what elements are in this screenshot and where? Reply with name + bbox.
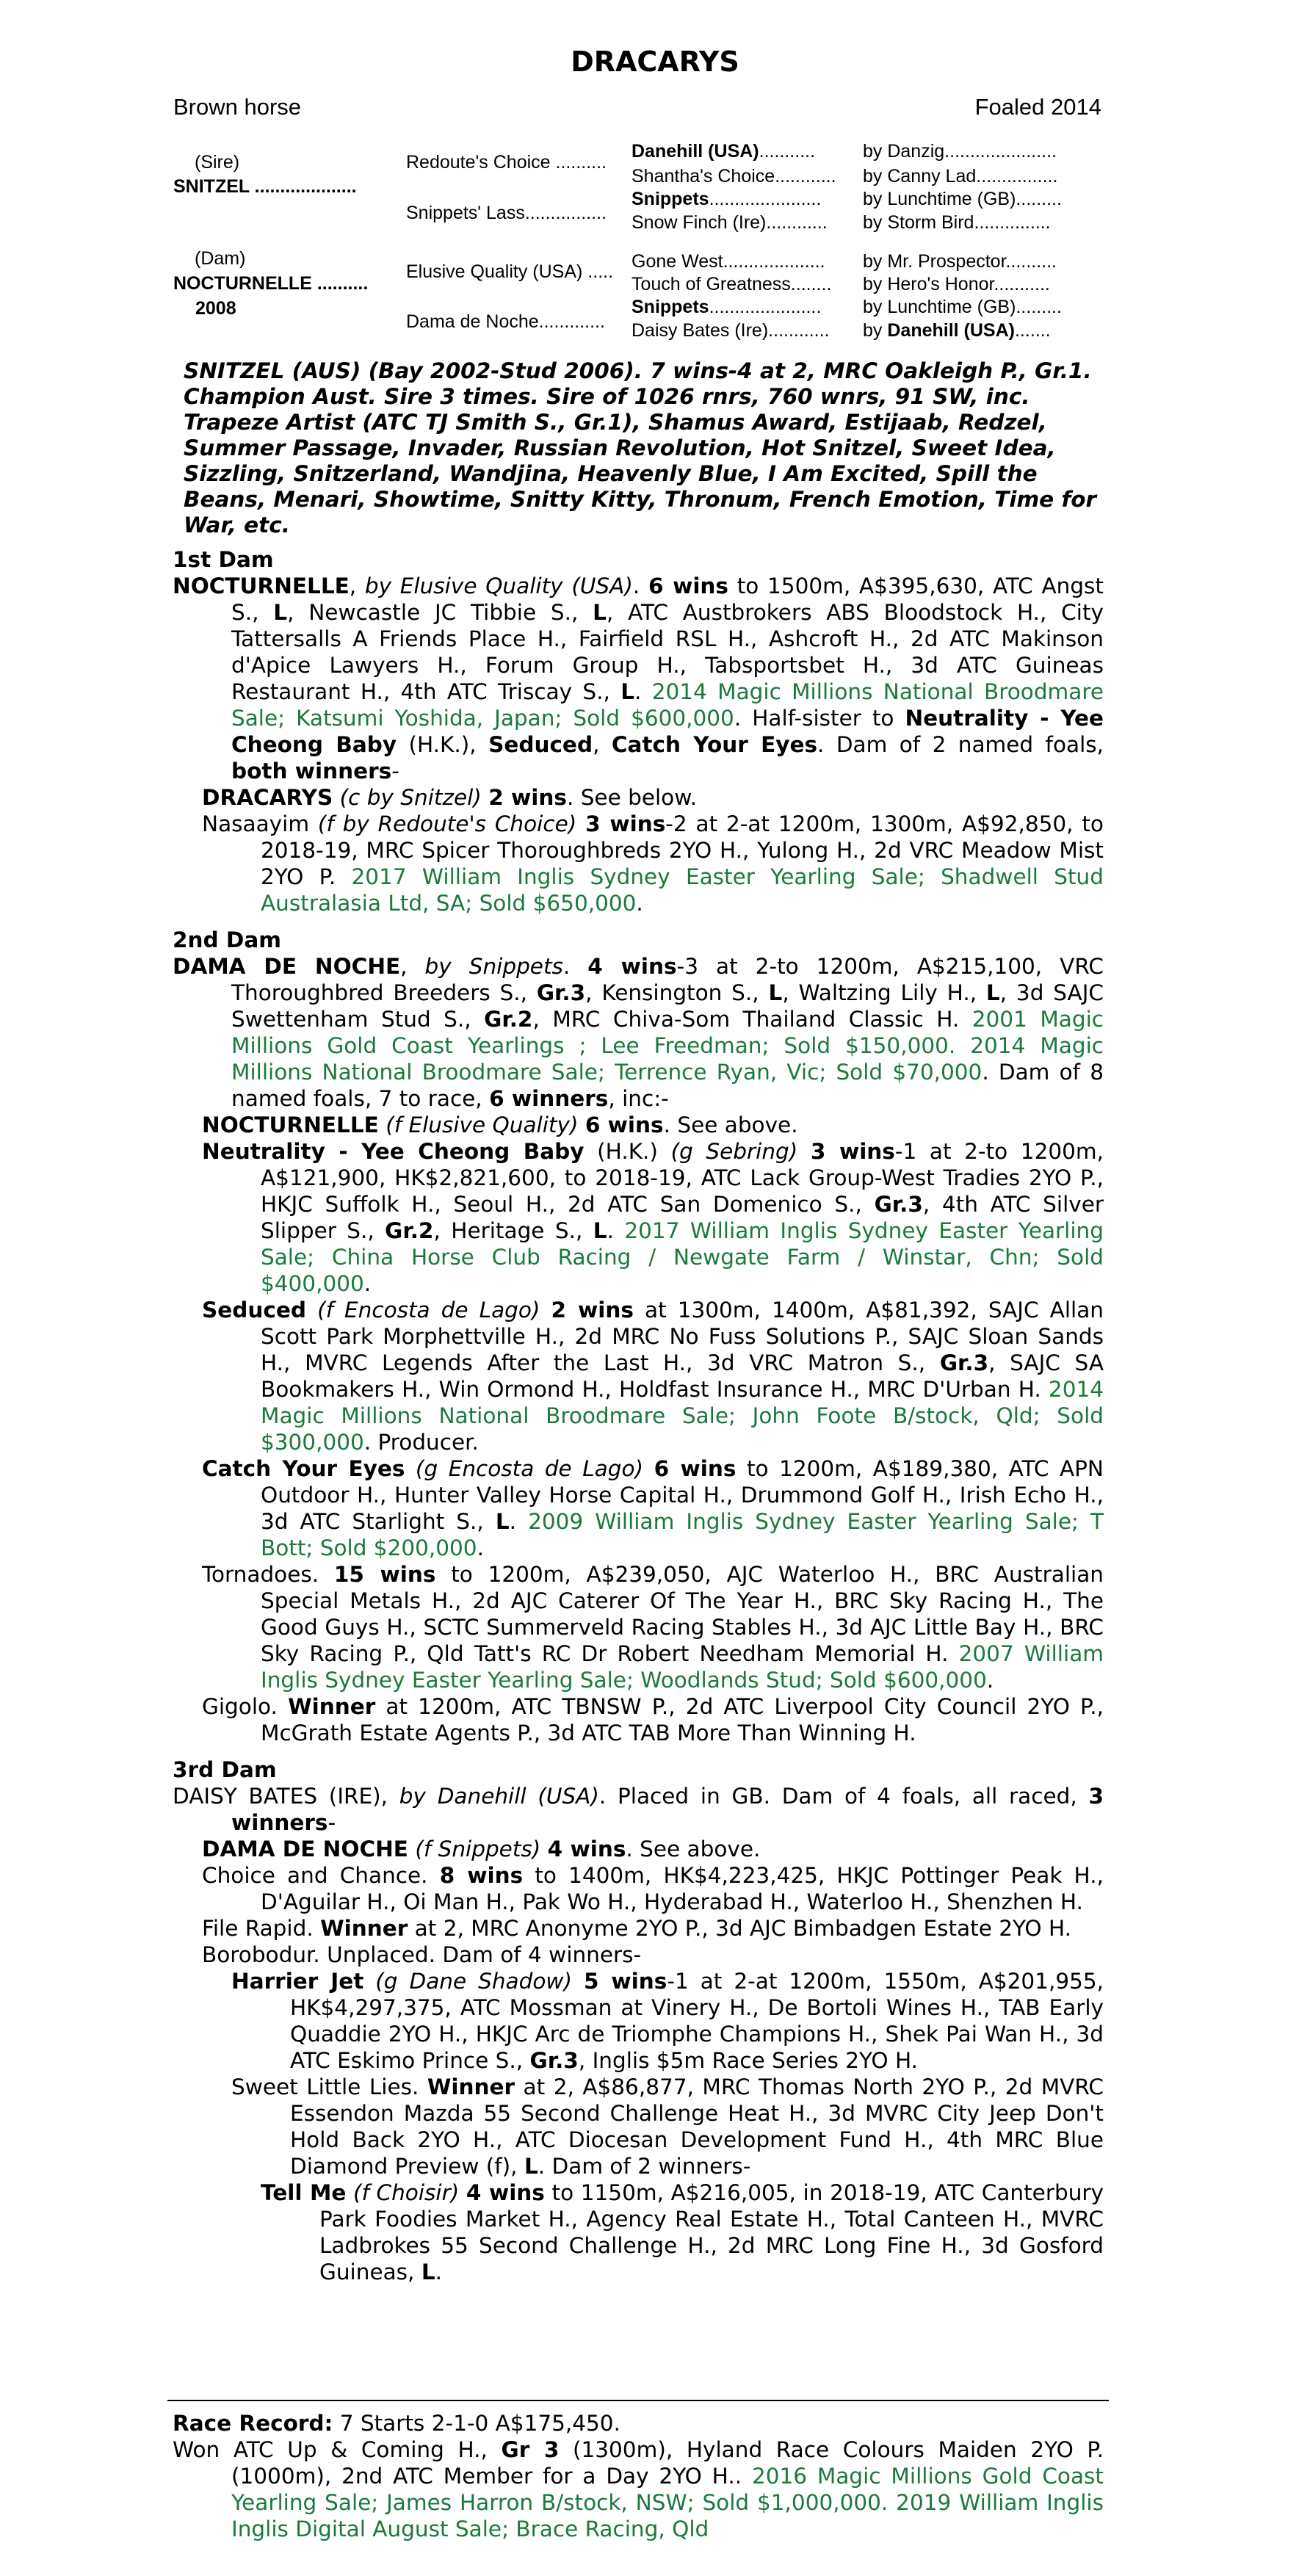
- pedigree-gen2-1: Redoute's Choice ..........: [406, 152, 607, 173]
- text-run: DAMA DE NOCHE: [202, 1837, 408, 1862]
- text-run: . Producer.: [363, 1430, 479, 1455]
- text-run: , 4th ATC Silver Slipper S.,: [261, 1192, 1104, 1243]
- text-run: , 3d SAJC Swettenham Stud S.,: [231, 980, 1104, 1032]
- pedigree-gen3-sire-2: by Canny Lad................: [863, 166, 1058, 187]
- text-run: .: [607, 1218, 625, 1243]
- text-run: [363, 1969, 375, 1994]
- text-run: L: [985, 980, 1000, 1005]
- text-run: (f Encosta de Lago): [317, 1298, 540, 1323]
- text-run: 6 wins: [654, 1456, 737, 1481]
- text-run: L: [593, 600, 607, 625]
- progeny-entry: [202, 1561, 1104, 1693]
- text-run: 2 wins: [488, 785, 567, 810]
- progeny-entry: [202, 1693, 1104, 1746]
- text-run: 4 wins: [587, 954, 677, 979]
- progeny-entry: [202, 1836, 1104, 1862]
- text-run: 3 wins: [585, 811, 666, 836]
- text-run: (g Sebring): [670, 1139, 798, 1164]
- pedigree-gen3-1: Danehill (USA)...........: [632, 141, 816, 162]
- text-run: 2001 Magic Millions Gold Coast Yearlings ; Lee Freedman; Sold $150,000. 2014 Magic Millions National Broodmare Sale; Terrence Ryan, Vic; Sold $70,000: [231, 1007, 1104, 1085]
- text-run: Choice and Chance.: [202, 1863, 440, 1888]
- text-run: .: [477, 1535, 484, 1560]
- progeny-entry: [202, 1138, 1104, 1297]
- pedigree-gen3-sire-5: by Mr. Prospector..........: [863, 251, 1057, 272]
- race-record-label: Race Record:: [173, 2411, 333, 2436]
- race-record: [173, 2410, 1104, 2542]
- text-run: .: [634, 679, 652, 704]
- text-run: Neutrality - Yee Cheong Baby: [202, 1139, 585, 1164]
- text-run: Catch Your Eyes: [202, 1456, 405, 1481]
- text-run: 3 winners: [231, 1784, 1104, 1835]
- text-run: .: [636, 891, 643, 916]
- text-run: L: [620, 679, 635, 704]
- pedigree-gen2-3: Elusive Quality (USA) .....: [406, 261, 614, 282]
- text-run: . See below.: [566, 785, 698, 810]
- text-run: 2007 William Inglis Sydney Easter Yearling Sale; Woodlands Stud; Sold $600,000: [261, 1641, 1104, 1693]
- dam-foaled-year: 2008: [195, 298, 236, 319]
- sire-tag: (Sire): [195, 152, 240, 173]
- pedigree-gen3-sire-4: by Storm Bird...............: [863, 212, 1051, 233]
- text-run: [578, 1112, 585, 1137]
- text-run: -2 at 2-at 1200m, 1300m, A$92,850, to 2018-19, MRC Spicer Thoroughbreds 2YO H., Yulong H., 2d VRC Meadow Mist 2YO P.: [261, 811, 1104, 889]
- text-run: L: [768, 980, 783, 1005]
- text-run: 2014 Magic Millions National Broodmare Sale; John Foote B/stock, Qld; Sold $300,000: [261, 1377, 1104, 1455]
- text-run: by Snippets: [424, 954, 563, 979]
- text-run: 2016 Magic Millions Gold Coast Yearling Sale; James Harron B/stock, NSW; Sold $1,000,000. 2019 William Inglis Inglis Digital August Sale; Brace Racing, Qld: [231, 2464, 1104, 2541]
- pedigree-body: [173, 546, 1104, 2285]
- text-run: [540, 1837, 547, 1862]
- text-run: . Half-sister to: [734, 706, 905, 731]
- text-run: by Danehill (USA): [399, 1784, 599, 1809]
- text-run: , ATC Austbrokers ABS Bloodstock H., City Tattersalls A Friends Place H., Fairfield RSL H., Ashcroft H., 2d ATC Makinson d'Apice Lawyers H., Forum Group H., Tabsportsbet H., 3d ATC Guineas Restaurant H., 4th ATC Triscay S.,: [231, 600, 1104, 704]
- text-run: L: [593, 1218, 607, 1243]
- text-run: 5 wins: [584, 1969, 667, 1994]
- text-run: 2014 Magic Millions National Broodmare Sale; Katsumi Yoshida, Japan; Sold $600,000: [231, 679, 1104, 731]
- text-run: Borobodur. Unplaced. Dam of 4 winners-: [202, 1942, 642, 1967]
- pedigree-gen3-4: Snow Finch (Ire)............: [632, 212, 828, 233]
- text-run: [540, 1298, 551, 1323]
- text-run: [346, 2180, 353, 2205]
- text-run: 2009 William Inglis Sydney Easter Yearling Sale; T Bott; Sold $200,000: [261, 1509, 1104, 1560]
- text-run: (f by Redoute's Choice): [317, 811, 577, 836]
- third-dam-heading: 3rd Dam: [173, 1757, 277, 1782]
- progeny-entry: [202, 784, 1104, 811]
- text-run: (f Snippets): [415, 1837, 541, 1862]
- text-run: Winner: [320, 1916, 408, 1941]
- text-run: , MRC Chiva-Som Thailand Classic H.: [532, 1007, 972, 1032]
- dam-tag: (Dam): [195, 248, 246, 269]
- text-run: [459, 2180, 466, 2205]
- second-dam-heading: 2nd Dam: [173, 927, 282, 952]
- text-run: (f Choisir): [352, 2180, 460, 2205]
- text-run: . Dam of 8 named foals, 7 to race,: [231, 1060, 1104, 1111]
- sire-summary: SNITZEL (AUS) (Bay 2002-Stud 2006). 7 wins-4 at 2, MRC Oakleigh P., Gr.1. Champion Aust. Sire 3 times. Sire of 1026 rnrs, 760 wnrs, 91 SW, inc. Trapeze Artist (ATC TJ Smith S., Gr.1), Shamus Award, Estijaab, Redzel, Summer Passage, Invader, Russian Revolution, Hot Snitzel, Sweet Idea, Sizzling, Snitzerland, Wandjina, Heavenly Blue, I Am Excited, Spill the Beans, Menari, Showtime, Snitty Kitty, Thronum, French Emotion, Time for War, etc.: [184, 358, 1097, 538]
- text-run: . See above.: [663, 1112, 798, 1137]
- text-run: , Newcastle JC Tibbie S.,: [287, 600, 593, 625]
- text-run: to 1200m, A$239,050, AJC Waterloo H., BRC Australian Special Metals H., 2d AJC Caterer Of The Year H., BRC Sky Racing H., The Good Guys H., SCTC Summerveld Racing Stables H., 3d AJC Little Bay H., BRC Sky Racing P., Qld Tatt's RC Dr Robert Needham Memorial H.: [261, 1562, 1104, 1666]
- progeny-entry: [202, 1915, 1104, 1942]
- text-run: , Waltzing Lily H.,: [782, 980, 986, 1005]
- text-run: Gigolo.: [202, 1694, 289, 1719]
- text-run: Gr.3: [939, 1350, 989, 1375]
- text-run: File Rapid.: [202, 1916, 321, 1941]
- text-run: . See above.: [626, 1837, 761, 1862]
- pedigree-gen3-3: Snippets......................: [632, 189, 822, 209]
- text-run: , SAJC SA Bookmakers H., Win Ormond H., Holdfast Insurance H., MRC D'Urban H.: [261, 1350, 1104, 1402]
- text-run: [408, 1837, 415, 1862]
- text-run: Sweet Little Lies.: [231, 2074, 427, 2099]
- text-run: , Heritage S.,: [433, 1218, 593, 1243]
- text-run: Won ATC Up & Coming H.,: [173, 2437, 502, 2462]
- text-run: at 2, A$86,877, MRC Thomas North 2YO P., 2d MVRC Essendon Mazda 55 Second Challenge Heat H., 3d MVRC City Jeep Don't Hold Back 2YO H., ATC Diocesan Development Fund H., 4th MRC Blue Diamond Preview (f),: [290, 2074, 1104, 2179]
- text-run: Seduced: [202, 1298, 306, 1323]
- dam-name: NOCTURNELLE ..........: [173, 273, 369, 294]
- text-run: NOCTURNELLE: [173, 574, 350, 598]
- text-run: Gr.3: [874, 1192, 923, 1217]
- text-run: [572, 1969, 584, 1994]
- pedigree-gen3-7: Snippets......................: [632, 297, 822, 317]
- text-run: 4 wins: [466, 2180, 545, 2205]
- third-dam-progeny: [173, 1836, 1104, 2285]
- text-run: Winner: [427, 2074, 515, 2099]
- text-run: -: [391, 759, 399, 784]
- progeny-entry: [231, 1968, 1104, 2074]
- page-title: DRACARYS: [571, 46, 739, 78]
- section-divider: [167, 2400, 1109, 2401]
- text-run: 2 wins: [551, 1298, 634, 1323]
- first-dam-progeny: [173, 784, 1104, 916]
- pedigree-gen3-sire-8: by Danehill (USA).......: [863, 320, 1051, 341]
- text-run: both winners: [231, 759, 392, 784]
- second-dam-entry: [173, 953, 1104, 1112]
- foaled-year: Foaled 2014: [974, 94, 1101, 120]
- race-record-detail: [173, 2436, 1104, 2542]
- text-run: DRACARYS: [202, 785, 333, 810]
- text-run: 6 wins: [648, 574, 728, 598]
- text-run: , Kensington S.,: [585, 980, 769, 1005]
- text-run: by Elusive Quality (USA): [364, 574, 633, 598]
- text-run: -3 at 2-to 1200m, A$215,100, VRC Thoroughbred Breeders S.,: [231, 954, 1104, 1005]
- text-run: Gr 3: [501, 2437, 560, 2462]
- text-run: Nasaayim: [202, 811, 318, 836]
- text-run: L: [495, 1509, 510, 1534]
- third-dam-entry: [173, 1783, 1104, 1836]
- progeny-entry: [231, 2074, 1104, 2179]
- text-run: [797, 1139, 811, 1164]
- text-run: . Dam of 2 winners-: [538, 2154, 751, 2179]
- text-run: (H.K.): [584, 1139, 671, 1164]
- text-run: Harrier Jet: [231, 1969, 364, 1994]
- text-run: -1 at 2-at 1200m, 1550m, A$201,955, HK$4,297,375, ATC Mossman at Vinery H., De Bortoli Wines H., TAB Early Quaddie 2YO H., HKJC Arc de Triomphe Champions H., Shek Pai Wan H., 3d ATC Eskimo Prince S.,: [290, 1969, 1104, 2073]
- text-run: [306, 1298, 317, 1323]
- text-run: 3 wins: [810, 1139, 895, 1164]
- race-record-summary: [173, 2410, 1104, 2436]
- horse-description: Brown horse: [173, 94, 302, 120]
- text-run: Gr.3: [529, 2048, 579, 2073]
- progeny-entry: [202, 1862, 1104, 1915]
- pedigree-gen3-5: Gone West....................: [632, 251, 825, 272]
- text-run: to 1500m, A$395,630, ATC Angst S.,: [231, 574, 1104, 625]
- text-run: . Dam of 2 named foals,: [817, 732, 1104, 757]
- progeny-entry: [202, 1942, 1104, 1968]
- first-dam-heading: 1st Dam: [173, 547, 274, 572]
- text-run: 2017 William Inglis Sydney Easter Yearling Sale; Shadwell Stud Australasia Ltd, SA; Sold $650,000: [261, 864, 1104, 916]
- text-run: 2017 William Inglis Sydney Easter Yearling Sale; China Horse Club Racing / Newgate Farm / Winstar, Chn; Sold $400,000: [261, 1218, 1104, 1296]
- text-run: (1300m), Hyland Race Colours Maiden 2YO P. (1000m), 2nd ATC Member for a Day 2YO H..: [231, 2437, 1104, 2489]
- text-run: (c by Snitzel): [339, 785, 482, 810]
- text-run: (f Elusive Quality): [386, 1112, 579, 1137]
- text-run: to 1400m, HK$4,223,425, HKJC Pottinger Peak H., D'Aguilar H., Oi Man H., Pak Wo H., Hyderabad H., Waterloo H., Shenzhen H.: [261, 1863, 1104, 1914]
- second-dam-progeny: [173, 1112, 1104, 1746]
- progeny-entry: [202, 1297, 1104, 1455]
- text-run: 15 wins: [333, 1562, 436, 1587]
- text-run: Tornadoes.: [202, 1562, 334, 1587]
- pedigree-gen2-4: Dama de Noche.............: [406, 311, 605, 332]
- text-run: Gr.2: [484, 1007, 533, 1032]
- sire-name: SNITZEL ....................: [173, 176, 357, 197]
- text-run: Winner: [288, 1694, 376, 1719]
- text-run: Catch Your Eyes: [611, 732, 818, 757]
- text-run: at 1200m, ATC TBNSW P., 2d ATC Liverpool City Council 2YO P., McGrath Estate Agents P., 3d ATC TAB More Than Winning H.: [261, 1694, 1104, 1745]
- pedigree-gen3-8: Daisy Bates (Ire)............: [632, 320, 830, 341]
- pedigree-gen3-sire-6: by Hero's Honor...........: [863, 274, 1050, 294]
- pedigree-gen3-sire-7: by Lunchtime (GB).........: [863, 297, 1062, 317]
- text-run: , inc:-: [608, 1086, 669, 1111]
- text-run: [576, 811, 585, 836]
- text-run: L: [524, 2154, 538, 2179]
- progeny-entry: [202, 1455, 1104, 1561]
- pedigree-gen3-sire-3: by Lunchtime (GB).........: [863, 189, 1062, 209]
- text-run: Seduced: [488, 732, 593, 757]
- pedigree-gen3-2: Shantha's Choice............: [632, 166, 836, 187]
- text-run: .: [509, 1509, 529, 1534]
- text-run: 8 wins: [439, 1863, 524, 1888]
- text-run: NOCTURNELLE: [202, 1112, 379, 1137]
- text-run: L: [421, 2260, 435, 2284]
- text-run: at 1300m, 1400m, A$81,392, SAJC Allan Scott Park Morphettville H., 2d MRC No Fuss Solutions P., SAJC Sloan Sands H., MVRC Legends After the Last H., 3d VRC Matron S.,: [261, 1298, 1104, 1375]
- text-run: Tell Me: [261, 2180, 347, 2205]
- text-run: DAMA DE NOCHE: [173, 954, 401, 979]
- text-run: -: [328, 1810, 336, 1835]
- text-run: .: [435, 2260, 443, 2284]
- text-run: [405, 1456, 416, 1481]
- text-run: [379, 1112, 386, 1137]
- text-run: at 2, MRC Anonyme 2YO P., 3d AJC Bimbadgen Estate 2YO H.: [408, 1916, 1072, 1941]
- text-run: ,: [400, 954, 425, 979]
- text-run: .: [562, 954, 588, 979]
- text-run: [482, 785, 488, 810]
- text-run: -1 at 2-to 1200m, A$121,900, HK$2,821,600, to 2018-19, ATC Lack Group-West Tradies 2YO P., HKJC Suffolk H., Seoul H., 2d ATC San Domenico S.,: [261, 1139, 1104, 1217]
- text-run: [333, 785, 339, 810]
- text-run: 6 winners: [489, 1086, 609, 1111]
- text-run: 6 wins: [585, 1112, 664, 1137]
- text-run: to 1150m, A$216,005, in 2018-19, ATC Canterbury Park Foodies Market H., Agency Real Estate H., Total Canteen H., MVRC Ladbrokes 55 Second Challenge H., 2d MRC Long Fine H., 3d Gosford Guineas,: [319, 2180, 1104, 2284]
- text-run: [643, 1456, 654, 1481]
- progeny-entry: [202, 1112, 1104, 1138]
- text-run: . Placed in GB. Dam of 4 foals, all raced,: [598, 1784, 1089, 1809]
- text-run: (H.K.),: [397, 732, 489, 757]
- pedigree-gen3-6: Touch of Greatness........: [632, 274, 832, 294]
- text-run: (g Dane Shadow): [375, 1969, 573, 1994]
- text-run: , Inglis $5m Race Series 2YO H.: [578, 2048, 919, 2073]
- progeny-entry: [261, 2179, 1104, 2285]
- text-run: Gr.2: [385, 1218, 434, 1243]
- pedigree-gen2-2: Snippets' Lass................: [406, 203, 607, 223]
- text-run: to 1200m, A$189,380, ATC APN Outdoor H., Hunter Valley Horse Capital H., Drummond Golf H., Irish Echo H., 3d ATC Starlight S.,: [261, 1456, 1104, 1534]
- text-run: 4 wins: [547, 1837, 626, 1862]
- text-run: Gr.3: [536, 980, 586, 1005]
- text-run: DAISY BATES (IRE),: [173, 1784, 399, 1809]
- text-run: Neutrality - Yee Cheong Baby: [231, 706, 1104, 757]
- first-dam-entry: [173, 573, 1104, 784]
- pedigree-gen3-sire-1: by Danzig......................: [863, 141, 1057, 162]
- progeny-entry: [202, 811, 1104, 916]
- text-run: ,: [593, 732, 612, 757]
- text-run: (g Encosta de Lago): [415, 1456, 644, 1481]
- race-record-value: 7 Starts 2-1-0 A$175,450.: [333, 2411, 620, 2436]
- text-run: .: [986, 1668, 994, 1693]
- text-run: .: [632, 574, 648, 598]
- text-run: L: [273, 600, 288, 625]
- text-run: .: [363, 1271, 372, 1296]
- text-run: ,: [349, 574, 365, 598]
